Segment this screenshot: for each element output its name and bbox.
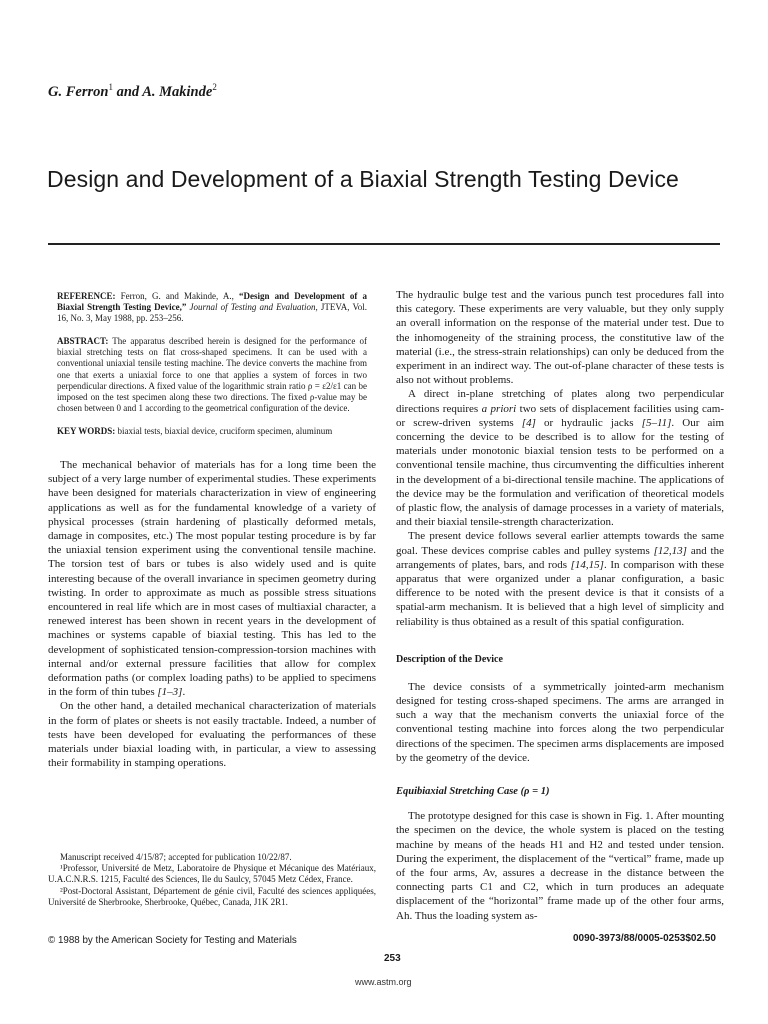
intro-paragraph-2: On the other hand, a detailed mechanical characterization of materials in the form of plates or sheets is not easily tractable. Indeed, a number of tests have been developed for evaluating the performances of these materials under biaxial loading with, in particular, a view to assessing their formability in stamping operations. xyxy=(48,700,376,770)
reference-citation: JTEVA, Vol. 16, No. 3, May 1988, pp. 253–256. xyxy=(57,302,368,324)
a-priori-term: a priori xyxy=(481,402,517,415)
reference-authors: Ferron, G. and Makinde, A., xyxy=(120,291,234,301)
section-heading-description: Description of the Device xyxy=(396,653,503,665)
author-2-footnote-mark: 2 xyxy=(212,82,217,92)
subsection-heading-equibiaxial: Equibiaxial Stretching Case (ρ = 1) xyxy=(396,786,550,798)
body-paragraph-5: The prototype designed for this case is shown in Fig. 1. After mounting the specimen on the device, the whole system is placed on the testing machine by means of the heads H1 and H2 and tested under tension. During the experiment, the displacement of the “vertical” frame, made up of the four arms, Av, assures a decrease in the distance between the connecting parts C1 and C2, which in turn produces an adequate displacement of the “horizontal” frame made up of the other four arms, Ah. Thus the loading system as- xyxy=(396,810,724,922)
reference-title: “Design and Development of a Biaxial Strength Testing Device,” xyxy=(57,291,367,313)
citation-1-3: [1–3] xyxy=(157,686,183,699)
author-2: A. Makinde xyxy=(142,83,213,100)
abstract-text: The apparatus described herein is designed for the performance of biaxial stretching tests on flat cross-shaped specimens. It can be used with a conventional uniaxial tensile testing machine. The device converts the machine from one that exerts a uniaxial force to one that applies a system of forces in two perpendicular directions. A fixed value of the logarithmic strain ratio ρ = ε2/ε1 can be imposed on the test specimen along these two directions. The fixed ρ-value may be chosen between 0 and 1 according to the geometrical configuration of the device. xyxy=(57,336,367,413)
issn-code: 0090-3973/88/0005-0253$02.50 xyxy=(573,933,716,944)
title-divider xyxy=(48,243,720,245)
footnotes xyxy=(48,852,376,908)
footnote-1: ¹Professor, Université de Metz, Laboratoire de Physique et Mécanique des Matériaux, U.A.C.N.R.S. 1215, Faculté des Sciences, Ile du Saulcy, 57045 Metz Cédex, France. xyxy=(48,863,376,885)
paper-title: Design and Development of a Biaxial Strength Testing Device xyxy=(47,166,679,193)
author-conjunction: and xyxy=(112,83,143,100)
keywords-text: biaxial tests, biaxial device, cruciform specimen, aluminum xyxy=(117,425,333,436)
body-paragraph-2 xyxy=(396,387,724,529)
citation-5-11: [5–11] xyxy=(641,416,672,429)
keywords-block xyxy=(48,426,376,437)
author-1: G. Ferron xyxy=(48,83,109,100)
footer-url: www.astm.org xyxy=(355,977,412,987)
body-paragraph-3 xyxy=(396,529,724,628)
footnote-2: ²Post-Doctoral Assistant, Département de génie civil, Faculté des sciences appliquées, Université de Sherbrooke, Sherbrooke, Québec, Canada, J1K 2R1. xyxy=(48,885,376,907)
page-number: 253 xyxy=(384,953,401,964)
author-1-footnote-mark: 1 xyxy=(108,82,113,92)
para3-text-c: . In comparison with these apparatus that were organized under a planar configuration, a basic difference to be noted with the present device is that it consists of a spatial-arm mechanism. It is believed that a high level of simplicity and reliability is thus obtained as a result of this spatial configuration. xyxy=(396,558,724,628)
para2-text-a: A direct in-plane stretching of plates along two perpendicular directions requires xyxy=(396,388,724,415)
reference-block xyxy=(48,291,376,324)
manuscript-received: Manuscript received 4/15/87; accepted for publication 10/22/87. xyxy=(60,852,292,862)
abstract-label: ABSTRACT: xyxy=(57,336,109,347)
keywords-label: KEY WORDS: xyxy=(57,425,116,436)
para2-text-c: or hydraulic jacks xyxy=(543,416,634,429)
copyright-notice: © 1988 by the American Society for Testing and Materials xyxy=(48,935,297,946)
citation-4: [4] xyxy=(521,416,536,429)
right-column xyxy=(396,288,724,923)
authors xyxy=(48,82,217,101)
reference-label: REFERENCE: xyxy=(57,291,116,301)
intro-period: . xyxy=(182,686,186,699)
intro-paragraph-1 xyxy=(48,458,376,699)
para2-text-b: two sets of displacement facilities using cam- or screw-driven systems xyxy=(396,402,725,429)
reference-journal: Journal of Testing and Evaluation, xyxy=(189,302,318,313)
abstract-block xyxy=(48,336,376,414)
left-column xyxy=(48,291,376,771)
para3-text-b: and the arrangements of plates, bars, and rods xyxy=(396,544,724,571)
body-paragraph-1: The hydraulic bulge test and the various punch test procedures fall into this category. These experiments are very valuable, but they only supply an overall information on the response of the material under test. Due to the inhomogeneity of the straining process, the constitutive law of the material (i.e., the stress-strain relationships) can only be deduced from the experiment in an indirect way. The out-of-plane character of these tests is also not without problems. xyxy=(396,289,724,387)
para3-text-a: The present device follows several earlier attempts towards the same goal. These devices comprise cables and pulley systems xyxy=(396,530,724,557)
body-paragraph-4: The device consists of a symmetrically jointed-arm mechanism designed for testing cross-shaped specimens. The arms are arranged in such a way that the mechanism converts the uniaxial force of the conventional testing machine into forces along the two perpendicular directions of the specimen. The specimen arms displacements are imposed by the geometry of the device. xyxy=(396,680,724,764)
citation-14-15: [14,15] xyxy=(570,558,604,571)
intro-text-1: The mechanical behavior of materials has for a long time been the subject of a very large number of experimental studies. These experiments have been designed for materials characterization in view of engineering applications as well as for the fundamental knowledge of a variety of physical processes (strain hardening of plastically deformed metals, damage in composites, etc.) The most popular testing procedure is by far the uniaxial tension experiment using the conventional tensile machine. The torsion test of bars or tubes is also widely used and is quite interesting because of the overall invariance in specimen geometry during twisting. In order to approximate as much as possible stress situations encountered in real life which are in most cases of multiaxial character, a renewed interest has been shown in recent years in the development of machines or systems capable of biaxial testing. This has led to the development of sophisticated tension-compression-torsion machines with internal and/or external pressure facilities that allow for complex deformation paths (or complex loading paths) to be applied to specimens in the form of thin tubes xyxy=(48,459,376,699)
para2-text-d: . Our aim concerning the device to be described is to allow for the testing of materials under monotonic biaxial tension tests to be performed on a conventional tensile machine, thus circumventing the difficulties inherent in the development of a bi-directional tensile machine. The applications of the device may be the formulation and verification of theoretical models of plastic flow, the analysis of damage processes in a variety of materials, and their biaxial tensile-strength characterization. xyxy=(396,416,725,529)
citation-12-13: [12,13] xyxy=(653,544,687,557)
